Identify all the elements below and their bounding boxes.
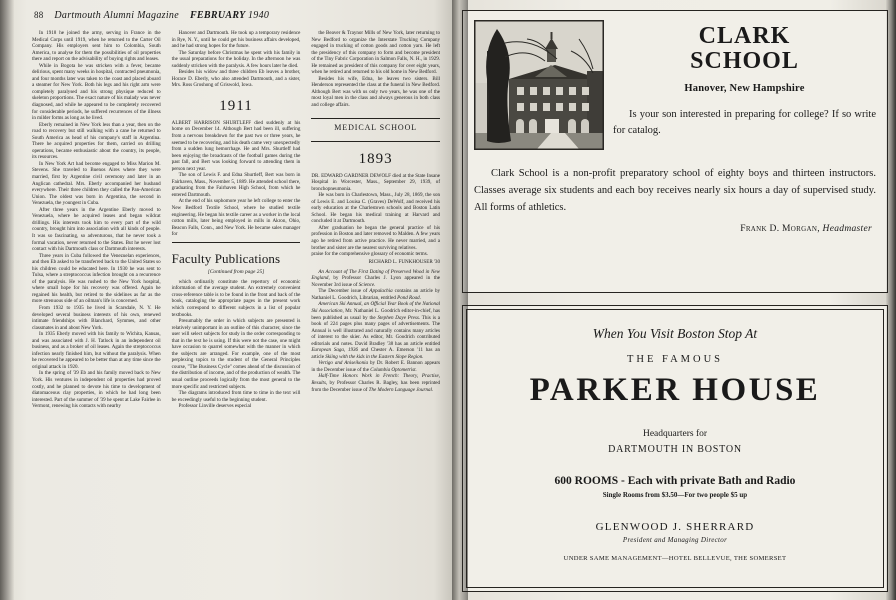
faculty-publications-title: Faculty Publications — [171, 250, 281, 266]
paragraph: At the end of his sophomore year he left college to enter the New Bedford Textile School, where he studied textile engineering. He began his textile career as a worker in the local cotton mills, later being employed in mills in Akron, Ohio, Beacon Falls, Conn., and New York. He became sales manager for — [171, 198, 301, 238]
clark-school-location: Hanover, New Hampshire — [684, 83, 805, 94]
paragraph: which ordinarily constitute the repertory of economic information of the average student. An extremely convenient cross-reference table is to be found in the front and back of the book, cataloging the appropriate pages in the present work which correspond to different subjects in a list of popular textbooks. — [171, 278, 301, 318]
parker-house-title: PARKER HOUSE — [529, 372, 821, 408]
clark-school-body-copy: Clark School is a non-profit preparatory school of eighty boys and thirteen instructors. Classes average six students and each boy receives nearly six hours a day of supervised study. All forms of athletics. — [474, 168, 876, 213]
issue-year: 1940 — [247, 10, 270, 21]
paragraph: the Beaver & Traynor Mills of New York, later returning to New Bedford to organize the Interstate Trucking Company engaged in trucking of cotton goods and cotton yarn. He left the presidency of this company to form and become president of the Tiny Fabric Corporation in Salmon Falls, N. H., in 1929. He remained as president of this company for over eight years, when he retired and returned to his old home in New Bedford. — [311, 30, 441, 76]
paragraph: Presumably the order in which subjects are presented is relatively unimportant in an outline of this character, since the user will select subjects for study in the order corresponding to that in the text he is using. If this were not the case, one might have occasion to quarrel somewhat with the manner in which the subjects are arranged. For example, one of the most perplexing topics to the student of the General Principles course, "The Business Cycle" comes ahead of the discussion of the distribution of income, and of the production of wealth. The usual outline proceeds logically from the most general to the more specific and restricted subjects. — [171, 318, 301, 390]
left-page-columns — [32, 30, 440, 410]
publication-text: by Professor Charles J. Lyon appeared in the November 3rd issue of — [311, 275, 441, 288]
parker-manager-role: President and Managing Director — [622, 536, 728, 544]
publication-note — [311, 288, 440, 301]
parker-rooms-line: 600 ROOMS - Each with private Bath and Radio — [554, 475, 796, 487]
paragraph: Eberly remained in New York less than a year, then on the road to recovery but still walking with a cane he returned to South America as head of his company's staff in Argentina. There he acquired properties for them, carried on drilling operations, became enthusiastic about the country, its people, its resources. — [32, 121, 161, 161]
publication-text: and Chester A. Emerson '11 has an article — [311, 347, 440, 360]
publication-note — [311, 360, 440, 373]
running-head-issue-date — [190, 10, 269, 21]
running-head-magazine-title: Dartmouth Alumni Magazine — [54, 10, 179, 21]
paragraph: After graduation he began the general practice of his profession in Boston and later removed to Malden. A few years ago he retired from active practice. He never married, and a brother and sister are the nearest surviving relatives. — [311, 224, 441, 251]
column-three — [311, 30, 440, 410]
headmaster-name: Frank D. Morgan, — [740, 224, 820, 234]
section-divider — [172, 242, 301, 243]
journal-title: Appalachia — [369, 288, 393, 295]
article-title: Pond Road. — [397, 294, 421, 301]
paragraph: He was born in Charlestown, Mass., July 28, 1869, the son of Lewis E. and Louisa C. (Graves) DeWolf, and received his early education at the Charlestown schools and Boston Latin School. He began his medical training at Harvard and concluded it at Dartmouth. — [311, 192, 441, 225]
publication-text: Mr. Nathaniel L. Goodrich editor-in-chief, has been published as usual by the — [311, 307, 441, 321]
clark-school-title-line1: CLARK — [698, 23, 791, 49]
parker-manager-name: GLENWOOD J. SHERRARD — [595, 521, 755, 533]
class-year-heading-1893: 1893 — [358, 150, 393, 167]
publication-note — [311, 301, 440, 360]
parker-headquarters-label: Headquarters for — [642, 429, 708, 439]
publisher-name: Stephen Daye Press. — [377, 314, 421, 321]
medical-school-rule-top — [311, 118, 440, 119]
paragraph: In 1935 Eberly moved with his family to Wichita, Kansas, and was associated with J. H. Tatlock in an independent oil business, and as a broker of oil leases. Again the streptococcus infection nearly finished him, but without the paralysis. When he recovered he appeared to be better than at any time since the original attack in 1920. — [32, 331, 161, 370]
parker-famous-label: THE FAMOUS — [626, 354, 724, 365]
parker-management-note: UNDER SAME MANAGEMENT—HOTEL BELLEVUE, THE SOMERSET — [563, 555, 787, 562]
publication-note — [311, 373, 440, 393]
column-one — [32, 30, 161, 410]
journal-title: Columbia Optometrist. — [370, 366, 417, 373]
clark-school-question: Is your son interested in preparing for college? If so write for catalog. — [613, 109, 876, 136]
parker-headquarters-value: DARTMOUTH IN BOSTON — [608, 444, 742, 455]
medical-school-rule-bottom — [311, 141, 440, 142]
paragraph: The Saturday before Christmas he spent with his family in the usual preparations for the holiday. In the afternoon he was suddenly stricken with the paralysis. A few hours later he died. — [171, 49, 301, 69]
page-folio: 88 — [34, 10, 44, 20]
paragraph: In New York Art had become engaged to Miss Marion M. Stevens. She traveled to Buenos Aires where they were married, first by Argentine civil ceremony and later in an Anglican cathedral. Mrs. Eberly accompanied her husband everywhere. Their three children they called the Pan-American Union. The oldest was born in Argentina, the second in Venezuela, the youngest in Cuba. — [32, 160, 161, 207]
publication-text: The December issue of — [318, 288, 370, 295]
clark-school-advertisement[interactable] — [462, 10, 888, 293]
paragraph: While in Bogota he was stricken with a fever, became delirious, spent many weeks in hospital, contracted pneumonia, and four months later was taken to the coast and placed aboard a steamer for New York. Both his legs and his right arm were completely paralysed and his strong physique reduced to skeleton proportions. The exact nature of his malady was never diagnosed, and while he appeared to be completely recovered for considerable periods, he suffered recurrences of the illness in milder forms as long as he lived. — [32, 62, 161, 122]
paragraph: Professor Linville deserves especial — [178, 403, 252, 410]
publication-text: by Professor Charles R. Bagley, has been reprinted from the December issue of — [311, 379, 441, 393]
publication-text: This is a book of 224 pages plus many pages of advertisements. The Annual is well illustrated and naturally contains many articles of interest to the skier. As editor, Mr. Goodrich contributed editorials and notes. David Bradley '38 has an article entitled — [311, 314, 441, 347]
parker-rates-line: Single Rooms from $3.50—For two people $5 up — [602, 491, 748, 499]
article-title: European Saga, 1936 — [311, 347, 359, 354]
clark-school-building-photo — [474, 20, 604, 150]
clark-ad-headline-block — [613, 20, 876, 150]
paragraph: In 1918 he joined the army, serving in France in the Medical Corps until 1919, when he returned to the Carter Oil Company. His employers sent him to Colombia, South America, to analyse for them the possibilities of oil properties there and report on the advisability of buying rights and leases. — [32, 30, 161, 63]
paragraph: Three years in Cuba followed the Venezuelan experiences, and then Eb asked to be transferred back to the United States so his children could be educated here. In 1930 he was sent to Tulsa, where a streptococcus infection brought on a recurrence of the paralysis. He was rushed to the New York hospital, where small hope for his recovery was offered. Again he regained his health, but retired to the sidelines as far as the more strenuous side of an oilman's life is concerned. — [32, 252, 161, 305]
obituary-paragraph: ALBERT HARRISON SHURTLEFF died suddenly at his home on December 14. Although Bert had been ill, suffering from a nervous breakdown for the past two or three years, he seemed to be recovering, and his death came very unexpectedly from a sudden lung hemorrhage. He and Mrs. Shurtleff had been enjoying the broadcasts of the football games during the past fall, and Bert was looking forward to attending them in person next year. — [171, 119, 301, 172]
journal-title: Science. — [358, 281, 376, 288]
parker-tagline: When You Visit Boston Stop At — [592, 326, 758, 341]
left-page-edge-shadow — [0, 0, 14, 600]
class-year-heading-1911: 1911 — [219, 97, 253, 114]
right-page — [452, 0, 896, 600]
clark-school-title-line2: SCHOOL — [690, 48, 799, 74]
publication-title: American Ski Annual, an Official Year Book of the National Ski Association, — [311, 301, 441, 314]
headmaster-role: Headmaster — [819, 224, 872, 234]
issue-month: FEBRUARY — [189, 10, 246, 21]
article-title: Skiing with the kids in the Eastern Slope Region. — [325, 353, 424, 360]
publication-text: contains an article by Nathaniel L. Goodrich, Librarian, entitled — [311, 288, 441, 301]
paragraph: Hanover and Dartmouth. He took up a temporary residence in Rye, N. Y., until he could get his business affairs developed, and he had strong hopes for the future. — [171, 30, 301, 50]
paragraph: Besides his wife, Edna, he leaves two sisters. Bill Henderson represented the class at the funeral in New Bedford. Although Bert was with us only two years, he was one of the most loyal men in the class and always generous in both class and college affairs. — [311, 75, 441, 109]
parker-house-advertisement[interactable] — [462, 305, 888, 592]
paragraph: After three years in the Argentine Eberly moved to Venezuela, where he acquired leases and began wildcat drillings. His interests took him to every part of the wild country, brought him into association with all kinds of people. It was so fascinating, so adventurous, that he never took a formal vacation, never returned to the States. But he never lost contact with his Dartmouth class or Dartmouth interests. — [32, 206, 161, 253]
publication-note — [311, 269, 440, 289]
journal-title: The Modern Language Journal. — [368, 386, 434, 393]
paragraph: From 1932 to 1935 he lived in Scarsdale, N. Y. He developed several business interests of his own, renewed intimate friendships with Blanchard, Symmes, and other classmates in and about New York. — [32, 304, 161, 331]
paragraph: Besides his widow and three children Eb leaves a brother, Horace D. Eberly, who also attended Dartmouth, and a sister, Mrs. Ross Groshong of Griswold, Iowa. — [171, 69, 301, 89]
review-byline: RICHARD L. FUNKHOUSER '30 — [368, 258, 441, 265]
column-two — [172, 30, 301, 410]
running-head — [32, 10, 440, 21]
paragraph: In the spring of '39 Eb and his family moved back to New York. His ventures in independent oil properties had proved costly, and he planned to devote his time to development of diatomaceous clay properties, in which he had long been interested. Part of the summer of '39 he spent at Lake Fairlee in Vermont, renewing his contacts with nearby — [32, 370, 161, 410]
publication-title: Vertigo and Aniseikonia — [318, 360, 369, 367]
obituary-paragraph: DR. EDWARD GARDNER DEWOLF died at the State Insane Hospital in Worcester, Mass., September 29, 1939, of bronchopneumonia. — [311, 172, 441, 192]
parker-ad-inner-frame — [466, 309, 884, 588]
paragraph: The diagrams introduced from time to time in the text will be exceedingly useful to the beginning student. — [171, 390, 301, 403]
clark-school-headmaster-signature — [474, 224, 872, 234]
medical-school-heading: MEDICAL SCHOOL — [334, 122, 418, 132]
paragraph: praise for the comprehensive glossary of economic terms. — [311, 251, 428, 258]
building-photo-illustration — [475, 21, 603, 149]
publication-text: by Dr. Robert E. Bannon appears in the December issue of the — [311, 360, 441, 373]
continued-from-note: [Continued from page 25] — [207, 268, 265, 275]
publication-title: Half-Time Honors Work in French: Theory, Practise, Results, — [311, 373, 441, 386]
clark-ad-top — [474, 20, 876, 150]
paragraph: The son of Lewis F. and Edna Shurtleff, Bert was born in Fairhaven, Mass., November 5, 1889. He attended school there, graduating from the Fairhaven High School, from which he entered Dartmouth. — [171, 172, 301, 198]
publication-title: An Account of The First Dating of Preserved Wood in New England, — [311, 268, 441, 282]
